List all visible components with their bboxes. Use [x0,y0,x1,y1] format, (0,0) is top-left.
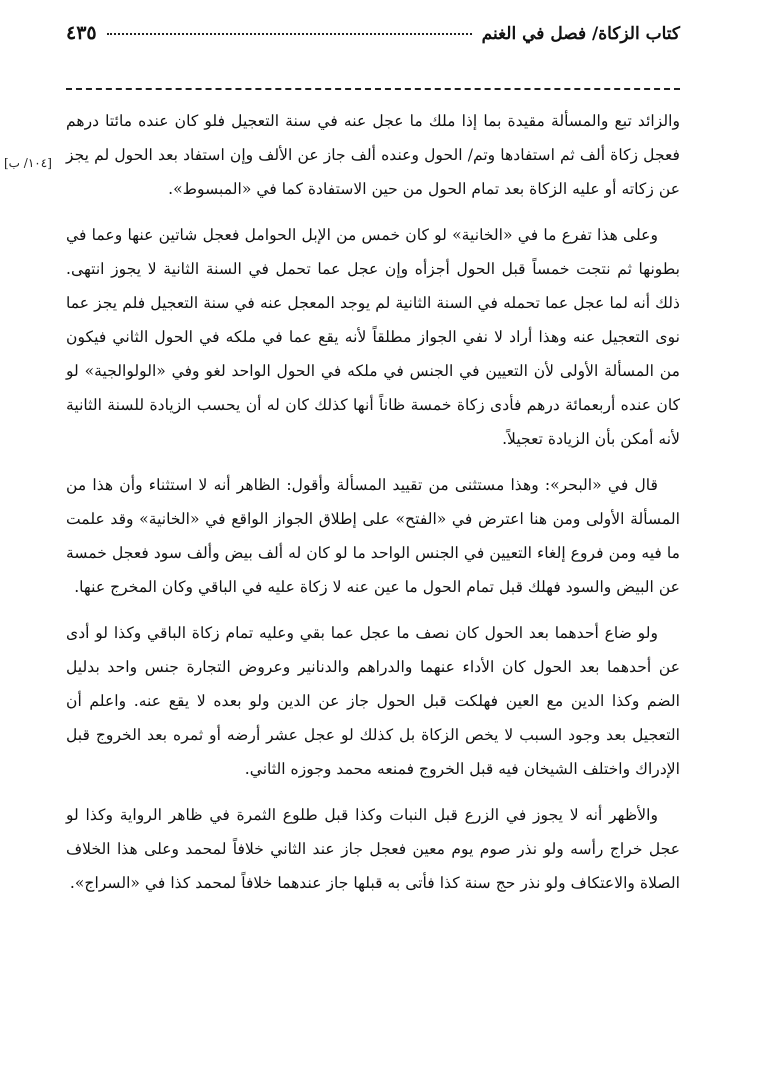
header-separator-dashed-rule [66,88,680,90]
paragraph: ولو ضاع أحدهما بعد الحول كان نصف ما عجل عما بقي وعليه تمام زكاة الباقي وكذا لو أدى عن أحدهما بعد الحول كان الأداء عنهما والدراهم والدنانير وعروض التجارة جنس واحد بدليل الضم وكذا الدين مع العين فهلكت قبل الحول جاز عن الدين ولو بعده لا يقع عنه. واعلم أن التعجيل بعد وجود السبب لا يخص الزكاة بل كذلك لو عجل عشر أرضه أو ثمره بعد الخروج قبل الإدراك واختلف الشيخان فيه قبل الخروج فمنعه محمد وجوزه الثاني. [66,624,680,778]
paragraph: قال في «البحر»: وهذا مستثنى من تقييد المسألة وأقول: الظاهر أنه لا استثناء وأن هذا من المسألة الأولى ومن هنا اعترض في «الفتح» على إطلاق الجواز الواقع في «الخانية» وقد علمت ما فيه ومن فروع إلغاء التعيين في الجنس الواحد ما لو كان له ألف بيض وألف سود فعجل خمسة عن البيض والسود فهلك قبل تمام الحول ما عين عنه لا زكاة عليه في الباقي وكان المخرج عنها. [66,476,680,596]
running-title: كتاب الزكاة/ فصل في الغنم [481,24,680,44]
manuscript-folio-marker: [١٠٤/ ب] [4,156,52,170]
page-number: ٤٣٥ [66,22,97,44]
paragraph: وعلى هذا تفرع ما في «الخانية» لو كان خمس من الإبل الحوامل فعجل شاتين عنها وعما في بطونها ثم نتجت خمساً قبل الحول أجزأه وإن عجل عما تحمل في السنة الثانية لا يجوز انتهى. ذلك أنه لما عجل عما تحمله في السنة الثانية لم يوجد المعجل عنه في سنة التعجيل فلم يجز عما نوى التعجيل عنه وهذا أراد لا نفي الجواز مطلقاً لأنه يقع عما في ملكه في الحول الثاني فيكون من المسألة الأولى لأن التعيين في الجنس في ملكه في الحول الواحد لغو وفي «الولوالجية» لو كان عنده أربعمائة درهم فأدى زكاة خمسة ظاناً أنها كذلك كان له أن يحسب الزيادة للسنة الثانية لأنه أمكن بأن الزيادة تعجيلاً. [66,226,680,448]
header-dotted-leader [107,33,472,35]
page-content [66,22,680,912]
running-header [66,22,680,58]
paragraph: والأظهر أنه لا يجوز في الزرع قبل النبات وكذا قبل طلوع الثمرة في ظاهر الرواية وكذا لو عجل خراج رأسه ولو نذر صوم يوم معين فعجل جاز عند الثاني خلافاً لمحمد وعلى هذا الخلاف الصلاة والاعتكاف ولو نذر حج سنة كذا فأتى به قبلها جاز عندهما خلافاً لمحمد كذا في «السراج». [66,806,680,892]
main-text [66,104,680,900]
paragraph: والزائد تبع والمسألة مقيدة بما إذا ملك ما عجل عنه في سنة التعجيل فلو كان عنده مائتا درهم فعجل زكاة ألف ثم استفادها وتم/ الحول وعنده ألف جاز عن الألف وإن استفاد بعد الحول لم يجز عن زكاته أو عليه الزكاة بعد تمام الحول من حين الاستفادة كما في «المبسوط». [66,112,680,198]
